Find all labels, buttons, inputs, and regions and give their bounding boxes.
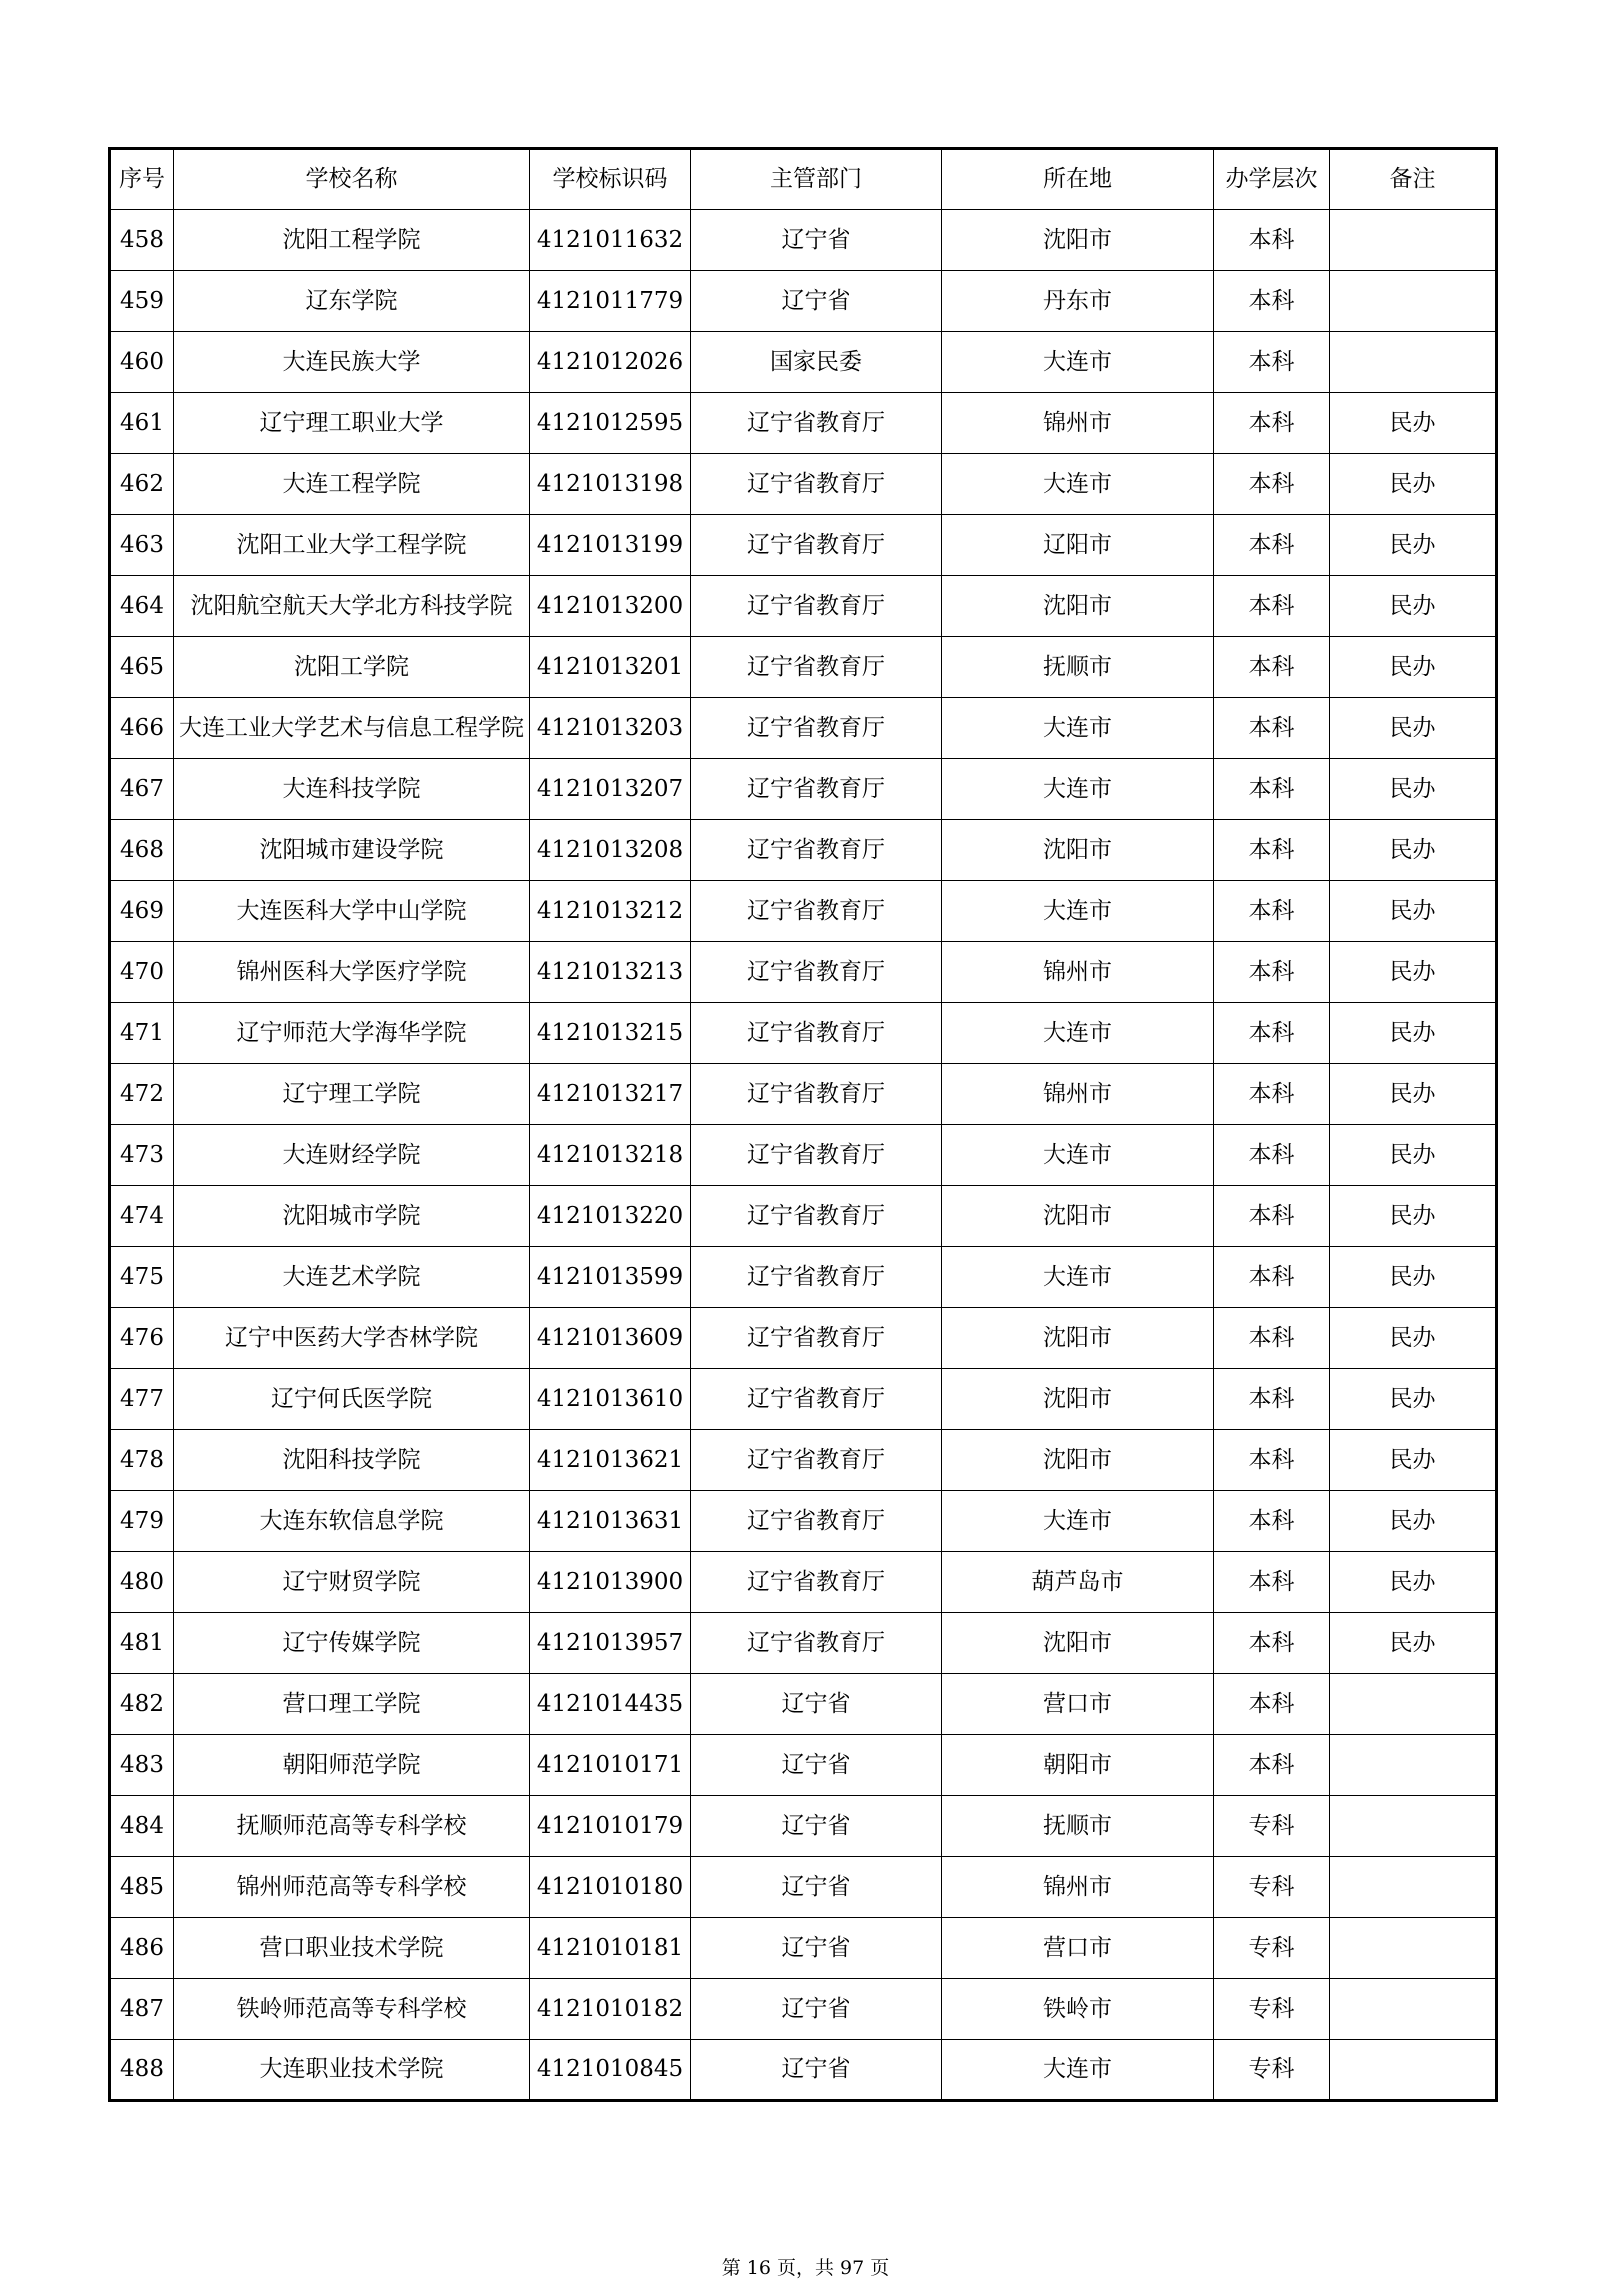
- cell-index: 461: [110, 393, 174, 454]
- cell-remark: 民办: [1330, 393, 1497, 454]
- cell-school-code: 4121013599: [530, 1247, 691, 1308]
- table-row: [110, 698, 1497, 759]
- cell-index: 484: [110, 1796, 174, 1857]
- cell-remark: 民办: [1330, 942, 1497, 1003]
- cell-index: 467: [110, 759, 174, 820]
- cell-school-name: 大连艺术学院: [174, 1247, 530, 1308]
- cell-school-name: 辽宁何氏医学院: [174, 1369, 530, 1430]
- cell-school-code: 4121010181: [530, 1918, 691, 1979]
- cell-remark: 民办: [1330, 1003, 1497, 1064]
- cell-level: 专科: [1214, 1979, 1330, 2040]
- header-level: 办学层次: [1214, 149, 1330, 210]
- cell-school-code: 4121012026: [530, 332, 691, 393]
- header-authority: 主管部门: [691, 149, 942, 210]
- cell-remark: [1330, 271, 1497, 332]
- cell-level: 本科: [1214, 393, 1330, 454]
- footer-prefix: 第: [721, 2257, 741, 2279]
- cell-level: 本科: [1214, 332, 1330, 393]
- cell-location: 锦州市: [942, 1064, 1214, 1125]
- cell-level: 专科: [1214, 1796, 1330, 1857]
- cell-school-code: 4121013220: [530, 1186, 691, 1247]
- cell-authority: 辽宁省: [691, 1979, 942, 2040]
- cell-remark: 民办: [1330, 1613, 1497, 1674]
- table-row: [110, 576, 1497, 637]
- cell-remark: 民办: [1330, 1186, 1497, 1247]
- table-row: [110, 1125, 1497, 1186]
- cell-index: 476: [110, 1308, 174, 1369]
- cell-school-name: 大连职业技术学院: [174, 2040, 530, 2101]
- table-row: [110, 1796, 1497, 1857]
- cell-school-code: 4121013217: [530, 1064, 691, 1125]
- cell-school-code: 4121011779: [530, 271, 691, 332]
- cell-authority: 辽宁省教育厅: [691, 698, 942, 759]
- cell-school-code: 4121014435: [530, 1674, 691, 1735]
- cell-location: 大连市: [942, 1247, 1214, 1308]
- cell-level: 本科: [1214, 881, 1330, 942]
- cell-level: 本科: [1214, 942, 1330, 1003]
- cell-index: 468: [110, 820, 174, 881]
- cell-school-name: 辽宁理工学院: [174, 1064, 530, 1125]
- cell-school-name: 辽宁师范大学海华学院: [174, 1003, 530, 1064]
- cell-index: 483: [110, 1735, 174, 1796]
- cell-authority: 辽宁省教育厅: [691, 637, 942, 698]
- cell-index: 486: [110, 1918, 174, 1979]
- cell-index: 479: [110, 1491, 174, 1552]
- cell-level: 专科: [1214, 1857, 1330, 1918]
- cell-school-code: 4121012595: [530, 393, 691, 454]
- cell-school-name: 大连民族大学: [174, 332, 530, 393]
- cell-remark: 民办: [1330, 1552, 1497, 1613]
- cell-level: 专科: [1214, 1918, 1330, 1979]
- cell-school-name: 大连科技学院: [174, 759, 530, 820]
- cell-index: 458: [110, 210, 174, 271]
- table-row: [110, 393, 1497, 454]
- cell-authority: 辽宁省教育厅: [691, 1064, 942, 1125]
- cell-school-name: 辽东学院: [174, 271, 530, 332]
- cell-level: 本科: [1214, 1003, 1330, 1064]
- cell-index: 469: [110, 881, 174, 942]
- table-row: [110, 1552, 1497, 1613]
- cell-index: 460: [110, 332, 174, 393]
- cell-remark: 民办: [1330, 759, 1497, 820]
- cell-location: 沈阳市: [942, 1369, 1214, 1430]
- cell-remark: 民办: [1330, 1247, 1497, 1308]
- cell-level: 本科: [1214, 1491, 1330, 1552]
- cell-authority: 辽宁省: [691, 271, 942, 332]
- cell-school-code: 4121013213: [530, 942, 691, 1003]
- table-row: [110, 1247, 1497, 1308]
- table-row: [110, 1735, 1497, 1796]
- cell-location: 大连市: [942, 1491, 1214, 1552]
- cell-location: 大连市: [942, 1003, 1214, 1064]
- cell-remark: [1330, 332, 1497, 393]
- table-row: [110, 1918, 1497, 1979]
- cell-remark: [1330, 210, 1497, 271]
- cell-school-code: 4121013200: [530, 576, 691, 637]
- cell-school-name: 朝阳师范学院: [174, 1735, 530, 1796]
- cell-school-name: 营口理工学院: [174, 1674, 530, 1735]
- cell-location: 葫芦岛市: [942, 1552, 1214, 1613]
- cell-authority: 辽宁省教育厅: [691, 1247, 942, 1308]
- cell-level: 本科: [1214, 759, 1330, 820]
- cell-remark: 民办: [1330, 515, 1497, 576]
- cell-location: 辽阳市: [942, 515, 1214, 576]
- cell-level: 本科: [1214, 1430, 1330, 1491]
- cell-remark: [1330, 1674, 1497, 1735]
- footer-suffix: 页: [870, 2257, 890, 2279]
- table-row: [110, 1186, 1497, 1247]
- cell-level: 本科: [1214, 1064, 1330, 1125]
- cell-school-code: 4121010845: [530, 2040, 691, 2101]
- table-row: [110, 820, 1497, 881]
- cell-index: 459: [110, 271, 174, 332]
- page-footer: [0, 2253, 1611, 2280]
- header-school-name: 学校名称: [174, 149, 530, 210]
- cell-school-name: 营口职业技术学院: [174, 1918, 530, 1979]
- cell-index: 466: [110, 698, 174, 759]
- cell-index: 477: [110, 1369, 174, 1430]
- cell-authority: 辽宁省教育厅: [691, 1308, 942, 1369]
- cell-location: 沈阳市: [942, 1186, 1214, 1247]
- cell-authority: 辽宁省教育厅: [691, 881, 942, 942]
- cell-location: 沈阳市: [942, 210, 1214, 271]
- cell-level: 本科: [1214, 576, 1330, 637]
- table-row: [110, 1674, 1497, 1735]
- header-row: [110, 149, 1497, 210]
- cell-school-name: 辽宁财贸学院: [174, 1552, 530, 1613]
- cell-authority: 辽宁省: [691, 1674, 942, 1735]
- university-table: [108, 147, 1498, 2102]
- cell-remark: [1330, 1857, 1497, 1918]
- cell-level: 专科: [1214, 2040, 1330, 2101]
- cell-school-name: 沈阳工程学院: [174, 210, 530, 271]
- cell-school-code: 4121013199: [530, 515, 691, 576]
- cell-level: 本科: [1214, 1186, 1330, 1247]
- table-header: [110, 149, 1497, 210]
- cell-authority: 国家民委: [691, 332, 942, 393]
- cell-level: 本科: [1214, 1369, 1330, 1430]
- cell-level: 本科: [1214, 454, 1330, 515]
- cell-level: 本科: [1214, 1247, 1330, 1308]
- table-row: [110, 1857, 1497, 1918]
- footer-total-pages: 97: [840, 2257, 865, 2279]
- cell-authority: 辽宁省: [691, 1796, 942, 1857]
- cell-index: 471: [110, 1003, 174, 1064]
- cell-remark: 民办: [1330, 881, 1497, 942]
- table-row: [110, 1430, 1497, 1491]
- cell-authority: 辽宁省教育厅: [691, 1491, 942, 1552]
- cell-school-code: 4121013212: [530, 881, 691, 942]
- cell-index: 465: [110, 637, 174, 698]
- table-row: [110, 1308, 1497, 1369]
- header-remark: 备注: [1330, 149, 1497, 210]
- cell-remark: 民办: [1330, 698, 1497, 759]
- cell-location: 朝阳市: [942, 1735, 1214, 1796]
- cell-index: 481: [110, 1613, 174, 1674]
- cell-school-name: 沈阳工业大学工程学院: [174, 515, 530, 576]
- cell-school-name: 沈阳城市学院: [174, 1186, 530, 1247]
- table-row: [110, 881, 1497, 942]
- cell-index: 464: [110, 576, 174, 637]
- cell-remark: [1330, 2040, 1497, 2101]
- cell-school-code: 4121013610: [530, 1369, 691, 1430]
- cell-remark: 民办: [1330, 1369, 1497, 1430]
- cell-location: 沈阳市: [942, 576, 1214, 637]
- cell-school-name: 沈阳城市建设学院: [174, 820, 530, 881]
- footer-current-page: 16: [746, 2257, 771, 2279]
- cell-school-name: 辽宁理工职业大学: [174, 393, 530, 454]
- cell-level: 本科: [1214, 515, 1330, 576]
- cell-location: 锦州市: [942, 1857, 1214, 1918]
- table-row: [110, 1979, 1497, 2040]
- cell-remark: 民办: [1330, 1125, 1497, 1186]
- table-row: [110, 454, 1497, 515]
- cell-authority: 辽宁省教育厅: [691, 1613, 942, 1674]
- cell-school-code: 4121013631: [530, 1491, 691, 1552]
- cell-remark: 民办: [1330, 1491, 1497, 1552]
- cell-location: 大连市: [942, 454, 1214, 515]
- table-row: [110, 1369, 1497, 1430]
- cell-remark: 民办: [1330, 637, 1497, 698]
- cell-school-code: 4121013203: [530, 698, 691, 759]
- cell-authority: 辽宁省教育厅: [691, 820, 942, 881]
- cell-authority: 辽宁省教育厅: [691, 454, 942, 515]
- cell-authority: 辽宁省教育厅: [691, 942, 942, 1003]
- cell-school-name: 沈阳航空航天大学北方科技学院: [174, 576, 530, 637]
- cell-location: 丹东市: [942, 271, 1214, 332]
- cell-school-name: 大连工程学院: [174, 454, 530, 515]
- cell-index: 462: [110, 454, 174, 515]
- cell-index: 488: [110, 2040, 174, 2101]
- cell-location: 大连市: [942, 759, 1214, 820]
- cell-location: 沈阳市: [942, 820, 1214, 881]
- cell-location: 大连市: [942, 1125, 1214, 1186]
- header-index: 序号: [110, 149, 174, 210]
- cell-authority: 辽宁省教育厅: [691, 1552, 942, 1613]
- header-school-code: 学校标识码: [530, 149, 691, 210]
- cell-location: 锦州市: [942, 942, 1214, 1003]
- cell-authority: 辽宁省教育厅: [691, 393, 942, 454]
- cell-level: 本科: [1214, 1552, 1330, 1613]
- footer-middle: 页，共: [776, 2257, 834, 2279]
- cell-school-name: 抚顺师范高等专科学校: [174, 1796, 530, 1857]
- cell-authority: 辽宁省: [691, 210, 942, 271]
- cell-level: 本科: [1214, 210, 1330, 271]
- table-row: [110, 1491, 1497, 1552]
- table-body: [110, 210, 1497, 2101]
- table-row: [110, 1064, 1497, 1125]
- cell-level: 本科: [1214, 271, 1330, 332]
- cell-index: 478: [110, 1430, 174, 1491]
- table-row: [110, 2040, 1497, 2101]
- cell-school-code: 4121010182: [530, 1979, 691, 2040]
- cell-school-name: 辽宁中医药大学杏林学院: [174, 1308, 530, 1369]
- table-row: [110, 942, 1497, 1003]
- cell-school-name: 锦州医科大学医疗学院: [174, 942, 530, 1003]
- cell-school-code: 4121013207: [530, 759, 691, 820]
- cell-remark: [1330, 1796, 1497, 1857]
- cell-location: 营口市: [942, 1918, 1214, 1979]
- cell-school-name: 大连财经学院: [174, 1125, 530, 1186]
- cell-location: 营口市: [942, 1674, 1214, 1735]
- table-row: [110, 1613, 1497, 1674]
- cell-location: 大连市: [942, 881, 1214, 942]
- cell-level: 本科: [1214, 820, 1330, 881]
- cell-index: 463: [110, 515, 174, 576]
- cell-index: 475: [110, 1247, 174, 1308]
- cell-level: 本科: [1214, 1735, 1330, 1796]
- cell-remark: 民办: [1330, 820, 1497, 881]
- cell-school-code: 4121013215: [530, 1003, 691, 1064]
- cell-location: 抚顺市: [942, 1796, 1214, 1857]
- cell-school-name: 沈阳工学院: [174, 637, 530, 698]
- cell-location: 沈阳市: [942, 1430, 1214, 1491]
- cell-authority: 辽宁省: [691, 1918, 942, 1979]
- cell-location: 大连市: [942, 2040, 1214, 2101]
- cell-index: 482: [110, 1674, 174, 1735]
- cell-school-code: 4121010171: [530, 1735, 691, 1796]
- cell-index: 470: [110, 942, 174, 1003]
- cell-school-code: 4121013198: [530, 454, 691, 515]
- cell-location: 大连市: [942, 332, 1214, 393]
- cell-index: 485: [110, 1857, 174, 1918]
- cell-location: 沈阳市: [942, 1308, 1214, 1369]
- cell-authority: 辽宁省: [691, 2040, 942, 2101]
- cell-level: 本科: [1214, 1674, 1330, 1735]
- cell-school-code: 4121013957: [530, 1613, 691, 1674]
- cell-index: 473: [110, 1125, 174, 1186]
- cell-index: 480: [110, 1552, 174, 1613]
- cell-index: 472: [110, 1064, 174, 1125]
- table-row: [110, 515, 1497, 576]
- cell-location: 抚顺市: [942, 637, 1214, 698]
- cell-school-name: 大连工业大学艺术与信息工程学院: [174, 698, 530, 759]
- cell-location: 沈阳市: [942, 1613, 1214, 1674]
- cell-school-code: 4121013208: [530, 820, 691, 881]
- cell-authority: 辽宁省: [691, 1857, 942, 1918]
- cell-school-code: 4121011632: [530, 210, 691, 271]
- table-row: [110, 637, 1497, 698]
- cell-level: 本科: [1214, 1125, 1330, 1186]
- cell-remark: [1330, 1979, 1497, 2040]
- cell-authority: 辽宁省教育厅: [691, 1003, 942, 1064]
- cell-authority: 辽宁省教育厅: [691, 1430, 942, 1491]
- cell-location: 锦州市: [942, 393, 1214, 454]
- cell-school-name: 铁岭师范高等专科学校: [174, 1979, 530, 2040]
- cell-authority: 辽宁省教育厅: [691, 515, 942, 576]
- cell-location: 大连市: [942, 698, 1214, 759]
- cell-level: 本科: [1214, 1613, 1330, 1674]
- cell-school-code: 4121013609: [530, 1308, 691, 1369]
- cell-authority: 辽宁省教育厅: [691, 1186, 942, 1247]
- cell-school-name: 辽宁传媒学院: [174, 1613, 530, 1674]
- cell-school-code: 4121010180: [530, 1857, 691, 1918]
- cell-level: 本科: [1214, 637, 1330, 698]
- cell-authority: 辽宁省教育厅: [691, 759, 942, 820]
- cell-school-name: 锦州师范高等专科学校: [174, 1857, 530, 1918]
- cell-remark: 民办: [1330, 1064, 1497, 1125]
- cell-authority: 辽宁省教育厅: [691, 1369, 942, 1430]
- cell-school-code: 4121013201: [530, 637, 691, 698]
- cell-remark: 民办: [1330, 454, 1497, 515]
- cell-school-name: 沈阳科技学院: [174, 1430, 530, 1491]
- cell-authority: 辽宁省教育厅: [691, 1125, 942, 1186]
- cell-index: 474: [110, 1186, 174, 1247]
- table-row: [110, 271, 1497, 332]
- cell-index: 487: [110, 1979, 174, 2040]
- cell-school-name: 大连医科大学中山学院: [174, 881, 530, 942]
- cell-school-code: 4121013218: [530, 1125, 691, 1186]
- cell-authority: 辽宁省: [691, 1735, 942, 1796]
- cell-level: 本科: [1214, 1308, 1330, 1369]
- cell-school-code: 4121010179: [530, 1796, 691, 1857]
- cell-remark: 民办: [1330, 1430, 1497, 1491]
- cell-remark: 民办: [1330, 1308, 1497, 1369]
- cell-school-code: 4121013900: [530, 1552, 691, 1613]
- cell-authority: 辽宁省教育厅: [691, 576, 942, 637]
- header-location: 所在地: [942, 149, 1214, 210]
- cell-location: 铁岭市: [942, 1979, 1214, 2040]
- cell-school-code: 4121013621: [530, 1430, 691, 1491]
- cell-remark: [1330, 1735, 1497, 1796]
- table-row: [110, 1003, 1497, 1064]
- cell-school-name: 大连东软信息学院: [174, 1491, 530, 1552]
- table-row: [110, 210, 1497, 271]
- cell-remark: [1330, 1918, 1497, 1979]
- table-row: [110, 332, 1497, 393]
- cell-remark: 民办: [1330, 576, 1497, 637]
- table-row: [110, 759, 1497, 820]
- cell-level: 本科: [1214, 698, 1330, 759]
